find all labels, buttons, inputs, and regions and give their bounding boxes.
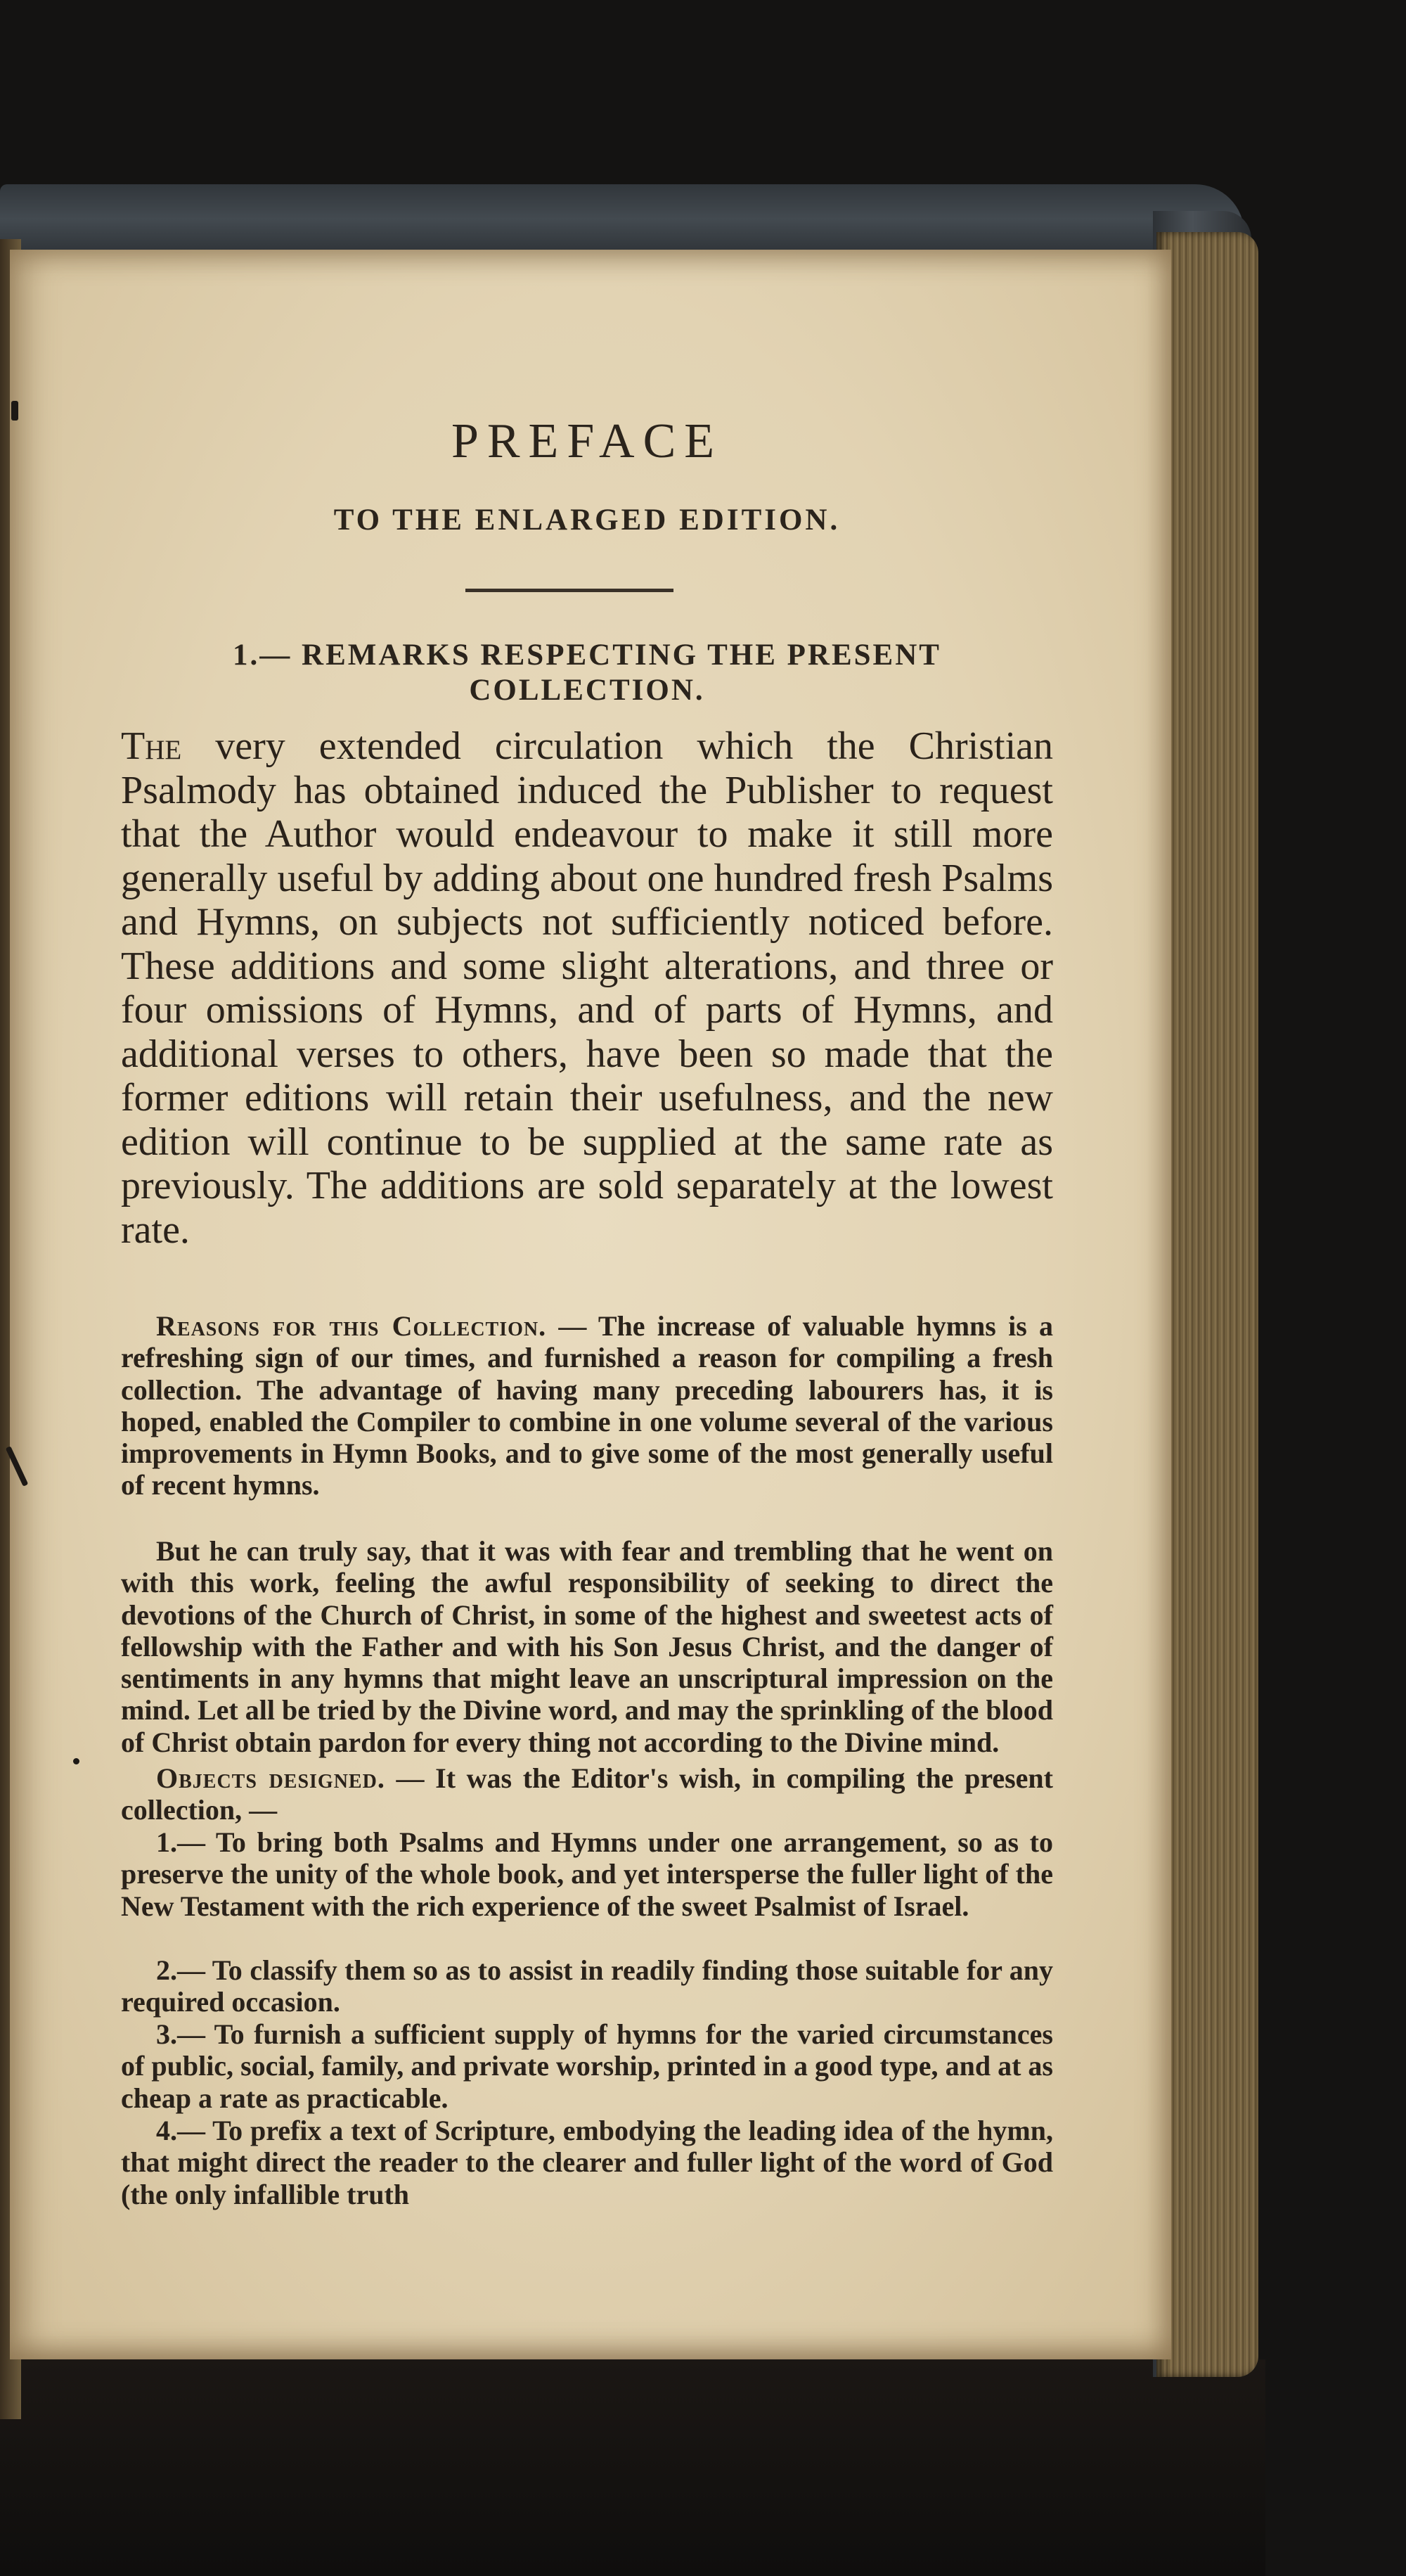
margin-dot xyxy=(73,1758,79,1764)
section-heading: 1.— REMARKS RESPECTING THE PRESENT COLLECTION. xyxy=(233,639,941,707)
objects-paragraph xyxy=(121,1762,1053,1826)
object-item-4: 4.— To prefix a text of Scripture, embodying the leading idea of the hymn, that might direct the reader to the clearer and fuller light of the word of God (the only infallible truth xyxy=(121,2115,1053,2210)
title-divider xyxy=(465,589,673,592)
margin-mark xyxy=(11,401,18,421)
intro-first-word: The xyxy=(121,724,182,768)
object-item-1: 1.— To bring both Psalms and Hymns under one arrangement, so as to preserve the unity of the whole book, and yet intersperse the fuller light of the New Testament with the rich experience of the sweet Psalmist of Israel. xyxy=(121,1826,1053,1922)
page-title: PREFACE xyxy=(451,414,723,468)
objects-text: — It was the Editor's wish, in compiling the present collection, — xyxy=(121,1762,1053,1826)
objects-label: Objects designed. xyxy=(156,1762,385,1794)
object-item-3: 3.— To furnish a sufficient supply of hymns for the varied circumstances of public, social, family, and private worship, printed in a good type, and at as cheap a rate as practicable. xyxy=(121,2018,1053,2114)
reasons-label: Reasons for this Collection. xyxy=(156,1310,547,1342)
intro-text: very extended circulation which the Christian Psalmody has obtained induced the Publisher to request that the Author would endeavour to make it still more generally useful by adding about one hundred fresh Psalms and Hymns, on subjects not sufficiently noticed before. These additions and some slight alterations, and three or four omissions of Hymns, and of parts of Hymns, and additional verses to others, have been so made that the former editions will retain their usefulness, and the new edition will continue to be supplied at the same rate as previously. The additions are sold separately at the lowest rate. xyxy=(121,724,1053,1252)
page-block-edges xyxy=(1156,232,1258,2377)
intro-paragraph xyxy=(121,724,1053,1252)
reasons-text: — The increase of valuable hymns is a refreshing sign of our times, and furnished a reason for compiling a fresh collection. The advantage of having many preceding labourers has, it is hoped, enabled the Compiler to combine in one volume several of the various improvements in Hymn Books, and to give some of the most generally useful of recent hymns. xyxy=(121,1310,1054,1501)
but-paragraph: But he can truly say, that it was with fear and trembling that he went on with this work, feeling the awful responsibility of seeking to direct the devotions of the Church of Christ, in some of the highest and sweetest acts of fellowship with the Father and with his Son Jesus Christ, and the danger of sentiments in any hymns that might leave an unscriptural impression on the mind. Let all be tried by the Divine word, and may the sprinkling of the blood of Christ obtain pardon for every thing not according to the Divine mind. xyxy=(121,1535,1053,1758)
reasons-paragraph xyxy=(121,1310,1053,1501)
object-item-2: 2.— To classify them so as to assist in readily finding those suitable for any required occasion. xyxy=(121,1954,1053,2018)
page-subtitle: TO THE ENLARGED EDITION. xyxy=(333,504,841,537)
background-shadow xyxy=(0,2359,1265,2576)
